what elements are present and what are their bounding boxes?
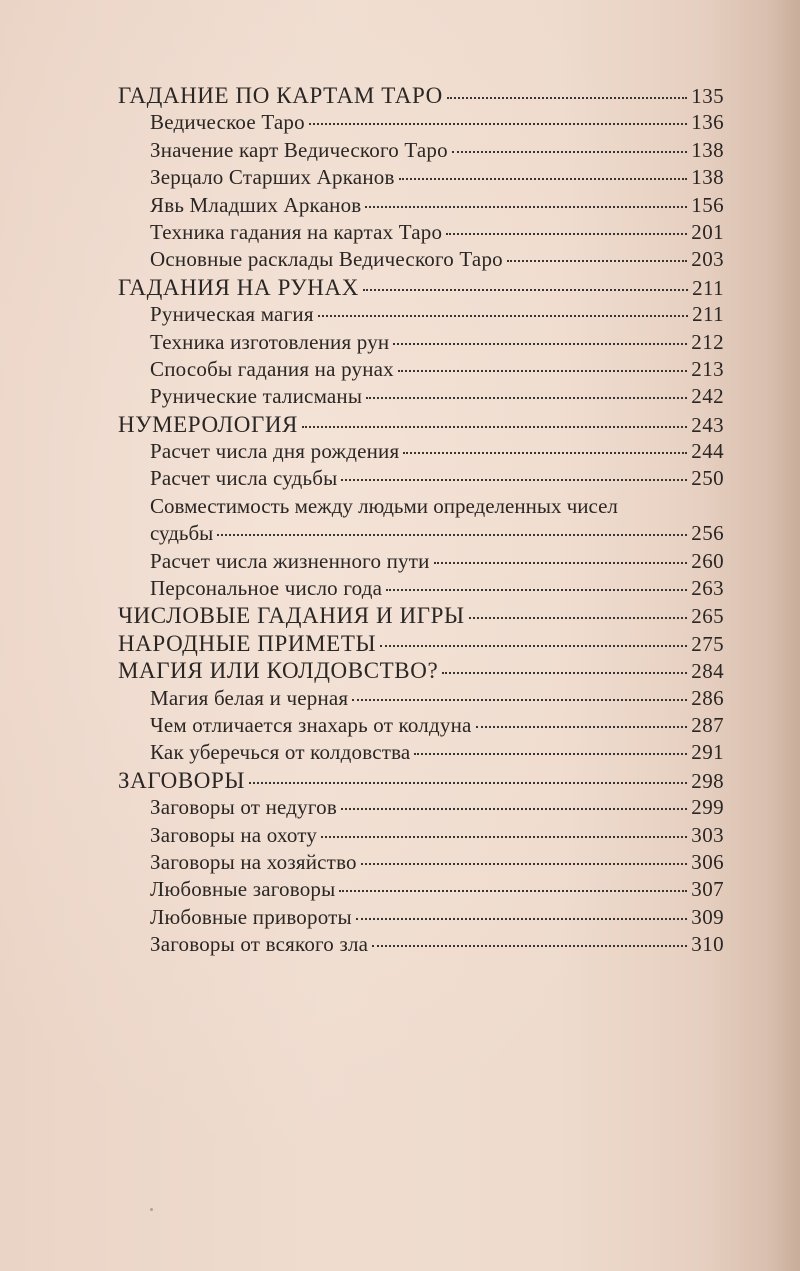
toc-subsection bbox=[118, 164, 724, 191]
toc-entry-title: МАГИЯ ИЛИ КОЛДОВСТВО? bbox=[118, 658, 439, 684]
toc-entry-title: ЧИСЛОВЫЕ ГАДАНИЯ И ИГРЫ bbox=[118, 603, 465, 629]
toc-page-number: 135 bbox=[691, 84, 724, 108]
toc-subsection bbox=[118, 575, 724, 602]
toc-page-number: 212 bbox=[691, 329, 724, 354]
dot-leader bbox=[366, 396, 687, 399]
toc-entry-title: Руническая магия bbox=[150, 302, 314, 327]
toc-entry-title: Совместимость между людьми определенных чисел bbox=[150, 493, 618, 518]
toc-section bbox=[118, 767, 724, 794]
toc-entry-title: ГАДАНИЯ НА РУНАХ bbox=[118, 274, 359, 300]
toc-entry-title: Заговоры на хозяйство bbox=[150, 849, 357, 874]
toc-page-number: 298 bbox=[691, 768, 724, 793]
toc-subsection bbox=[118, 383, 724, 410]
toc-section bbox=[118, 630, 724, 657]
toc-subsection bbox=[118, 246, 724, 273]
toc-entry-title: Основные расклады Ведического Таро bbox=[150, 247, 503, 272]
toc-page-number: 136 bbox=[691, 110, 724, 135]
toc-page-number: 310 bbox=[691, 932, 724, 957]
paper-speck bbox=[150, 1208, 153, 1211]
toc-subsection bbox=[118, 712, 724, 739]
dot-leader bbox=[446, 232, 687, 235]
toc-subsection bbox=[118, 739, 724, 766]
toc-entry-title: Расчет числа дня рождения bbox=[150, 439, 400, 464]
toc-page-number: 265 bbox=[691, 604, 724, 629]
toc-page-number: 256 bbox=[691, 521, 724, 546]
toc-entry-title: судьбы bbox=[150, 521, 214, 546]
toc-entry-title: Техника гадания на картах Таро bbox=[150, 219, 443, 244]
dot-leader bbox=[361, 862, 688, 865]
dot-leader bbox=[476, 725, 688, 728]
toc-section bbox=[118, 602, 724, 629]
toc-subsection bbox=[118, 465, 724, 492]
dot-leader bbox=[302, 425, 687, 428]
dot-leader bbox=[399, 177, 688, 180]
toc-page-number: 284 bbox=[691, 659, 724, 684]
toc-entry-title: Способы гадания на рунах bbox=[150, 356, 394, 381]
toc-entry-title: Рунические талисманы bbox=[150, 384, 363, 409]
toc-subsection bbox=[118, 438, 724, 465]
dot-leader bbox=[249, 781, 687, 784]
dot-leader bbox=[414, 752, 687, 755]
toc-entry-title: Значение карт Ведического Таро bbox=[150, 137, 448, 162]
toc-subsection bbox=[118, 931, 724, 958]
dot-leader bbox=[403, 451, 687, 454]
toc-page-number: 260 bbox=[691, 548, 724, 573]
toc-page-number: 309 bbox=[691, 904, 724, 929]
toc-subsection bbox=[118, 137, 724, 164]
dot-leader bbox=[341, 478, 687, 481]
toc-subsection bbox=[118, 301, 724, 328]
toc-page-number: 211 bbox=[692, 302, 724, 327]
toc-page-number: 201 bbox=[691, 219, 724, 244]
toc-entry-title: Явь Младших Арканов bbox=[150, 192, 362, 217]
toc-subsection bbox=[118, 685, 724, 712]
dot-leader bbox=[442, 671, 687, 674]
toc-page-number: 250 bbox=[691, 466, 724, 491]
dot-leader bbox=[372, 944, 687, 947]
toc-page-number: 291 bbox=[691, 740, 724, 765]
dot-leader bbox=[341, 807, 687, 810]
dot-leader bbox=[318, 314, 688, 317]
toc-section bbox=[118, 657, 724, 684]
toc-page-number: 286 bbox=[691, 685, 724, 710]
dot-leader bbox=[363, 288, 688, 291]
toc-entry-title: Как уберечься от колдовства bbox=[150, 740, 411, 765]
toc-section bbox=[118, 82, 724, 109]
toc-subsection bbox=[118, 876, 724, 903]
dot-leader bbox=[309, 122, 688, 125]
toc-entry-title: НУМЕРОЛОГИЯ bbox=[118, 411, 298, 437]
toc-subsection bbox=[118, 192, 724, 219]
toc-page-number: 307 bbox=[691, 877, 724, 902]
dot-leader bbox=[507, 259, 687, 262]
toc-entry-title: Техника изготовления рун bbox=[150, 329, 390, 354]
dot-leader bbox=[356, 917, 687, 920]
toc-page-number: 303 bbox=[691, 822, 724, 847]
toc-entry-title: ЗАГОВОРЫ bbox=[118, 767, 246, 793]
dot-leader bbox=[469, 616, 688, 619]
toc-section bbox=[118, 274, 724, 301]
dot-leader bbox=[380, 644, 687, 647]
dot-leader bbox=[447, 96, 687, 99]
toc-entry-title: Зерцало Старших Арканов bbox=[150, 165, 395, 190]
toc-page-number: 211 bbox=[692, 275, 724, 300]
toc-entry-title: Ведическое Таро bbox=[150, 110, 305, 135]
dot-leader bbox=[339, 889, 687, 892]
toc-subsection bbox=[118, 822, 724, 849]
toc-subsection bbox=[118, 109, 724, 136]
toc-entry-title: Чем отличается знахарь от колдуна bbox=[150, 712, 472, 737]
toc-subsection bbox=[118, 356, 724, 383]
toc-page-number: 138 bbox=[691, 137, 724, 162]
toc-page-number: 299 bbox=[691, 795, 724, 820]
toc-entry-title: НАРОДНЫЕ ПРИМЕТЫ bbox=[118, 630, 377, 656]
dot-leader bbox=[365, 205, 687, 208]
toc-entry-title: Заговоры на охоту bbox=[150, 822, 318, 847]
toc-subsection bbox=[118, 219, 724, 246]
dot-leader bbox=[393, 342, 687, 345]
toc-page-number: 203 bbox=[691, 247, 724, 272]
toc-section bbox=[118, 411, 724, 438]
toc-entry-title: Расчет числа жизненного пути bbox=[150, 548, 430, 573]
toc-entry-title: Заговоры от всякого зла bbox=[150, 932, 369, 957]
toc-subsection bbox=[118, 329, 724, 356]
toc-page-number: 138 bbox=[691, 165, 724, 190]
toc-entry-title: ГАДАНИЕ ПО КАРТАМ ТАРО bbox=[118, 83, 443, 108]
toc-subsection bbox=[118, 904, 724, 931]
toc-entry-title: Любовные привороты bbox=[150, 904, 352, 929]
dot-leader bbox=[352, 698, 687, 701]
dot-leader bbox=[398, 369, 687, 372]
toc-subsection bbox=[118, 794, 724, 821]
table-of-contents bbox=[118, 82, 724, 959]
toc-page-number: 156 bbox=[691, 192, 724, 217]
toc-subsection-wrapped-line bbox=[118, 493, 724, 520]
toc-page-number: 263 bbox=[691, 576, 724, 601]
toc-entry-title: Заговоры от недугов bbox=[150, 795, 337, 820]
toc-page-number: 306 bbox=[691, 849, 724, 874]
dot-leader bbox=[217, 533, 687, 536]
dot-leader bbox=[434, 561, 688, 564]
toc-page-number: 287 bbox=[691, 712, 724, 737]
toc-entry-title: Персональное число года bbox=[150, 576, 383, 601]
dot-leader bbox=[452, 150, 687, 153]
toc-page-number: 275 bbox=[691, 631, 724, 656]
dot-leader bbox=[321, 835, 687, 838]
toc-entry-title: Любовные заговоры bbox=[150, 877, 336, 902]
toc-subsection bbox=[118, 548, 724, 575]
toc-entry-title: Расчет числа судьбы bbox=[150, 466, 338, 491]
dot-leader bbox=[386, 588, 687, 591]
toc-page-number: 242 bbox=[691, 384, 724, 409]
toc-page-number: 244 bbox=[691, 439, 724, 464]
toc-page-number: 213 bbox=[691, 356, 724, 381]
toc-subsection bbox=[118, 849, 724, 876]
toc-entry-title: Магия белая и черная bbox=[150, 685, 349, 710]
toc-subsection-continuation bbox=[118, 520, 724, 547]
toc-page-number: 243 bbox=[691, 412, 724, 437]
